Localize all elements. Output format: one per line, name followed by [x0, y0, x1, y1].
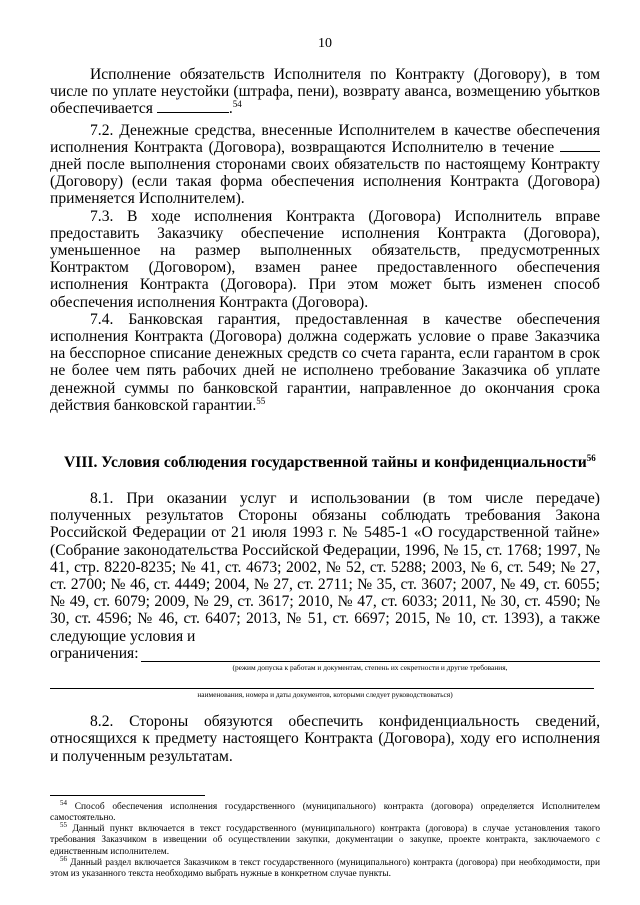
blank-field	[157, 100, 229, 113]
paragraph-7-4	[50, 311, 600, 414]
paragraph-text: .	[228, 100, 233, 118]
section-heading-text: VIII. Условия соблюдения государственной тайны и конфиденциальности	[64, 454, 587, 472]
paragraph-text: Исполнение обязательств Исполнителя по Контракту (Договору), в том числе по уплате неустойки (штрафа, пени), возврату аванса, возмещению убытков обеспечивается	[50, 66, 600, 118]
footnote-text: Способ обеспечения исполнения государственного (муниципального) контракта (договора) определяется Исполнителем самостоятельно.	[50, 801, 601, 823]
footnote	[50, 820, 601, 858]
paragraph-text: дней после выполнения сторонами своих обязательств по настоящему Контракту (Договору) (если такая форма обеспечения исполнения Контракта (Договора) применяется Исполнителем).	[50, 156, 600, 208]
page-number: 10	[318, 36, 332, 51]
blank-field	[560, 139, 600, 152]
footnote-text: Данный раздел включается Заказчиком в текст государственного (муниципального) контракта (договора) при необходимости, при этом из указанного текста необходимо выбрать нужные в конкретном случае пункты.	[50, 857, 601, 879]
footnote-ref: 55	[256, 395, 266, 406]
restrictions-row	[50, 645, 600, 662]
footnote-text: Данный пункт включается в текст государственного (муниципального) контракта (договора) в случае установления такого требования Заказчиком в извещении об осуществлении закупки, документации о закупке, проекте контракта, заключаемого с единственным исполнителем.	[50, 824, 601, 857]
restrictions-label: ограничения:	[50, 644, 139, 662]
footnote-number: 55	[60, 820, 67, 829]
paragraph-text: 7.4. Банковская гарантия, предоставленная в качестве обеспечения исполнения Контракта (Договора) должна содержать условие о праве Заказчика на бесспорное списание денежных средств со счета гаранта, если гарантом в срок не более чем пять рабочих дней не исполнено требование Заказчика об уплате денежной суммы по банковской гарантии, направленное до окончания срока действия банковской гарантии.	[50, 310, 600, 414]
restrictions-fill-line-2	[50, 682, 594, 689]
footnote-number: 56	[60, 854, 67, 863]
paragraph-8-1: 8.1. При оказании услуг и использовании (в том числе передаче) полученных результатов Стороны обязаны соблюдать требования Закона Российской Федерации от 21 июля 1993 г. № 5485-1 «О государственной тайне» (Собрание законодательства Российской Федерации, 1996, № 15, ст. 1768; 1997, № 41, стр. 8220-8235; № 41, ст. 4673; 2002, № 52, ст. 5288; 2003, № 6, ст. 549; № 27, ст. 2700; № 46, ст. 4449; 2004, № 27, ст. 2711; № 35, ст. 3607; 2007, № 49, ст. 6055; № 49, ст. 6079; 2009, № 29, ст. 3617; 2010, № 47, ст. 6033; 2011, № 30, ст. 4590; № 30, ст. 4596; № 46, ст. 6407; 2013, № 51, ст. 6697; 2015, № 10, ст. 1393), а также следующие условия и	[50, 490, 600, 645]
footnote	[50, 798, 601, 824]
footnote	[50, 854, 601, 880]
footnote-number: 54	[60, 798, 67, 807]
restrictions-fill-line	[141, 648, 600, 662]
paragraph-7-2	[50, 122, 600, 208]
footnote-separator	[50, 795, 205, 796]
hint-text: (режим допуска к работам и документам, степень их секретности и другие требования,	[232, 663, 508, 673]
footnote-ref: 56	[586, 452, 596, 463]
paragraph-text: 7.2. Денежные средства, внесенные Исполнителем в качестве обеспечения исполнения Контракта (Договора), возвращаются Исполнителю в течение	[50, 121, 600, 156]
paragraph-8-2: 8.2. Стороны обязуются обеспечить конфиденциальность сведений, относящихся к предмету настоящего Контракта (Договора), ходу его исполнения и полученным результатам.	[50, 713, 600, 765]
section-heading	[50, 454, 600, 472]
paragraph-7-1	[50, 66, 600, 118]
footnote-ref: 54	[232, 99, 242, 110]
hint-text: наименования, номера и даты документов, которыми следует руководствоваться)	[197, 690, 453, 700]
paragraph-7-3: 7.3. В ходе исполнения Контракта (Договора) Исполнитель вправе предоставить Заказчику обеспечение исполнения Контракта (Договора), уменьшенное на размер выполненных обязательств, предусмотренных Контрактом (Договором), взамен ранее предоставленного обеспечения исполнения Контракта (Договора). При этом может быть изменен способ обеспечения исполнения Контракта (Договора).	[50, 207, 600, 311]
